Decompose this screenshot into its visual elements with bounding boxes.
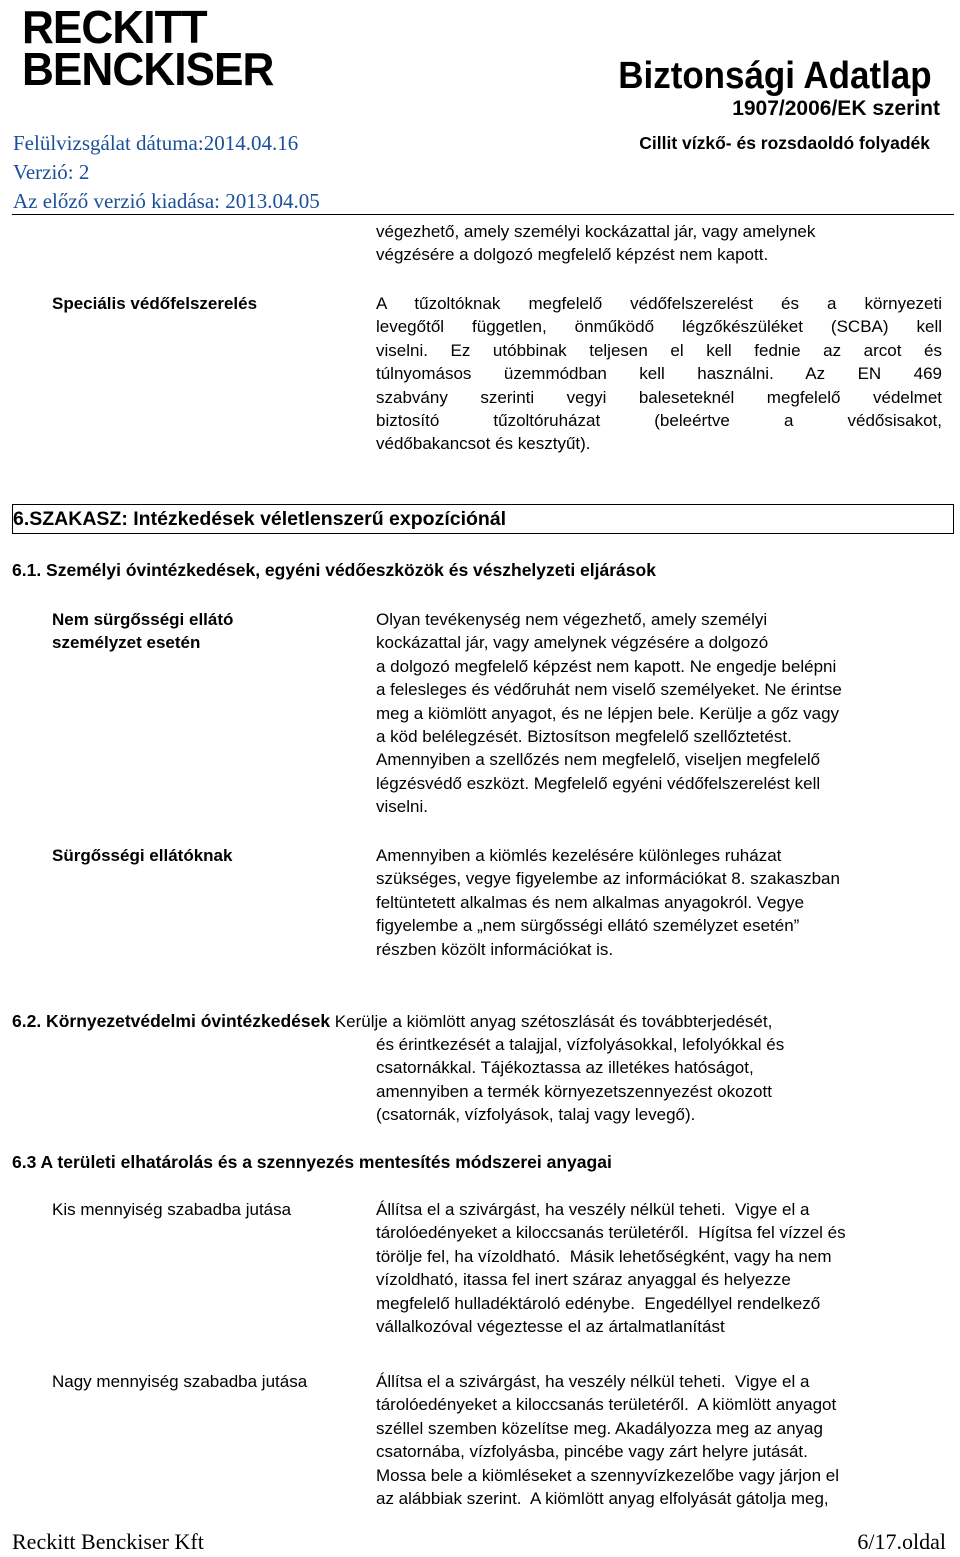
previous-version: Az előző verzió kiadása: 2013.04.05	[13, 189, 320, 213]
product-name: Cillit vízkő- és rozsdaoldó folyadék	[639, 133, 930, 153]
continuation-line: végezhető, amely személyi kockázattal jár, vagy amelynek	[376, 222, 816, 241]
subsection-6-2-text	[376, 1033, 942, 1127]
text-line: részben közölt információkat is.	[376, 939, 614, 959]
text-line: és érintkezését a talajjal, vízfolyásokkal, lefolyókkal és	[376, 1035, 785, 1054]
emergency-text	[376, 844, 942, 961]
small-spill-label: Kis mennyiség szabadba jutása	[52, 1200, 292, 1219]
text-line: csatornába, vízfolyásba, pincébe vagy zárt helyre jutását.	[376, 1442, 808, 1462]
text-line: A tűzoltóknak megfelelő védőfelszerelést és a környezeti	[376, 294, 942, 313]
text-line: törölje fel, ha vízoldható. Másik lehetőségként, vagy ha nem	[376, 1246, 832, 1266]
label-line: Nem sürgősségi ellátó	[52, 610, 234, 629]
text-line: (csatornák, vízfolyások, talaj vagy levegő).	[376, 1105, 696, 1125]
text-line: Mossa bele a kiömléseket a szennyvízkezelőbe vagy járjon el	[376, 1465, 840, 1485]
special-ppe-text	[376, 292, 942, 456]
text-line: levegőtől független, önműködő légzőkészüléket (SCBA) kell	[376, 317, 942, 337]
label-line: személyzet esetén	[52, 633, 201, 653]
non-emergency-text	[376, 608, 942, 819]
version: Verzió: 2	[13, 160, 90, 184]
text-line: védőbakancsot és kesztyűt).	[376, 434, 591, 454]
text-line: Kerülje a kiömlött anyag szétoszlását és továbbterjedését,	[334, 1012, 773, 1031]
subsection-6-1-heading: 6.1. Személyi óvintézkedések, egyéni védőeszközök és vészhelyzeti eljárások	[12, 560, 656, 580]
text-line: légzésvédő eszközt. Megfelelő egyéni védőfelszerelést kell	[376, 773, 821, 793]
large-spill-label: Nagy mennyiség szabadba jutása	[52, 1372, 308, 1391]
continuation-line: végzésére a dolgozó megfelelő képzést nem kapott.	[376, 245, 769, 265]
text-line: Amennyiben a kiömlés kezelésére különleges ruházat	[376, 846, 782, 865]
text-line: tárolóedényeket a kiloccsanás területéről. Hígítsa fel vízzel és	[376, 1223, 846, 1243]
document-title: Biztonsági Adatlap	[618, 55, 932, 97]
text-line: a felesleges és védőruhát nem viselő személyeket. Ne érintse	[376, 680, 842, 700]
text-line: viselni.	[376, 797, 428, 817]
text-line: széllel szemben közelítse meg. Akadályozza meg az anyag	[376, 1418, 823, 1438]
text-line: amennyiben a termék környezetszennyezést okozott	[376, 1081, 772, 1101]
subsection-6-2-heading: 6.2. Környezetvédelmi óvintézkedések	[12, 1011, 331, 1031]
text-line: a köd belélegzését. Biztosítson megfelelő szellőztetést.	[376, 727, 792, 747]
text-line: megfelelő hulladéktároló edénybe. Engedéllyel rendelkező	[376, 1293, 821, 1313]
special-ppe-label: Speciális védőfelszerelés	[52, 294, 258, 313]
continuation-text	[376, 220, 942, 267]
regulation-reference: 1907/2006/EK szerint	[732, 97, 940, 120]
text-line: tárolóedényeket a kiloccsanás területéről. A kiömlött anyagot	[376, 1395, 837, 1415]
footer-page-number: 6/17.oldal	[857, 1529, 946, 1554]
company-logo	[22, 1, 274, 95]
text-line: viselni. Ez utóbbinak teljesen el kell fednie az arcot és	[376, 340, 942, 360]
text-line: vízoldható, itassa fel inert száraz anyaggal és helyezze	[376, 1270, 791, 1290]
section-6-header	[12, 504, 954, 534]
text-line: feltüntetett alkalmas és nem alkalmas anyagokról. Vegye	[376, 892, 805, 912]
subsection-6-2-first-line	[12, 1010, 772, 1033]
text-line: Állítsa el a szivárgást, ha veszély nélkül teheti. Vigye el a	[376, 1372, 810, 1391]
text-line: figyelembe a „nem sürgősségi ellátó személyzet esetén”	[376, 916, 800, 936]
text-line: az alábbiak szerint. A kiömlött anyag elfolyását gátolja meg,	[376, 1489, 829, 1509]
text-line: szabvány szerinti vegyi baleseteknél megfelelő védelmet	[376, 387, 942, 407]
text-line: Amennyiben a szellőzés nem megfelelő, viseljen megfelelő	[376, 750, 821, 770]
footer-company: Reckitt Benckiser Kft	[12, 1529, 204, 1554]
review-date: Felülvizsgálat dátuma:2014.04.16	[13, 131, 299, 155]
text-line: túlnyomásos üzemmódban kell használni. Az EN 469	[376, 364, 942, 384]
large-spill-text	[376, 1370, 942, 1510]
section-6-title: 6.SZAKASZ: Intézkedések véletlenszerű expozíciónál	[13, 508, 507, 530]
small-spill-text	[376, 1198, 942, 1338]
emergency-label: Sürgősségi ellátóknak	[52, 846, 233, 865]
logo-line-2: BENCKISER	[22, 43, 274, 95]
text-line: a dolgozó megfelelő képzést nem kapott. Ne engedje belépni	[376, 656, 837, 676]
text-line: csatornákkal. Tájékoztassa az illetékes hatóságot,	[376, 1058, 754, 1078]
logo-line-1: RECKITT	[22, 1, 207, 53]
text-line: szükséges, vegye figyelembe az információkat 8. szakaszban	[376, 869, 840, 889]
non-emergency-label	[52, 608, 342, 655]
text-line: meg a kiömlött anyagot, és ne lépjen bele. Kerülje a gőz vagy	[376, 703, 840, 723]
text-line: vállalkozóval végeztesse el az ártalmatlanítást	[376, 1317, 725, 1337]
text-line: Olyan tevékenység nem végezhető, amely személyi	[376, 610, 768, 629]
subsection-6-3-heading: 6.3 A területi elhatárolás és a szennyezés mentesítés módszerei anyagai	[12, 1152, 612, 1172]
text-line: biztosító tűzoltóruházat (beleértve a védősisakot,	[376, 411, 942, 431]
text-line: kockázattal jár, vagy amelynek végzésére a dolgozó	[376, 633, 769, 653]
text-line: Állítsa el a szivárgást, ha veszély nélkül teheti. Vigye el a	[376, 1200, 810, 1219]
header-rule	[12, 214, 954, 215]
